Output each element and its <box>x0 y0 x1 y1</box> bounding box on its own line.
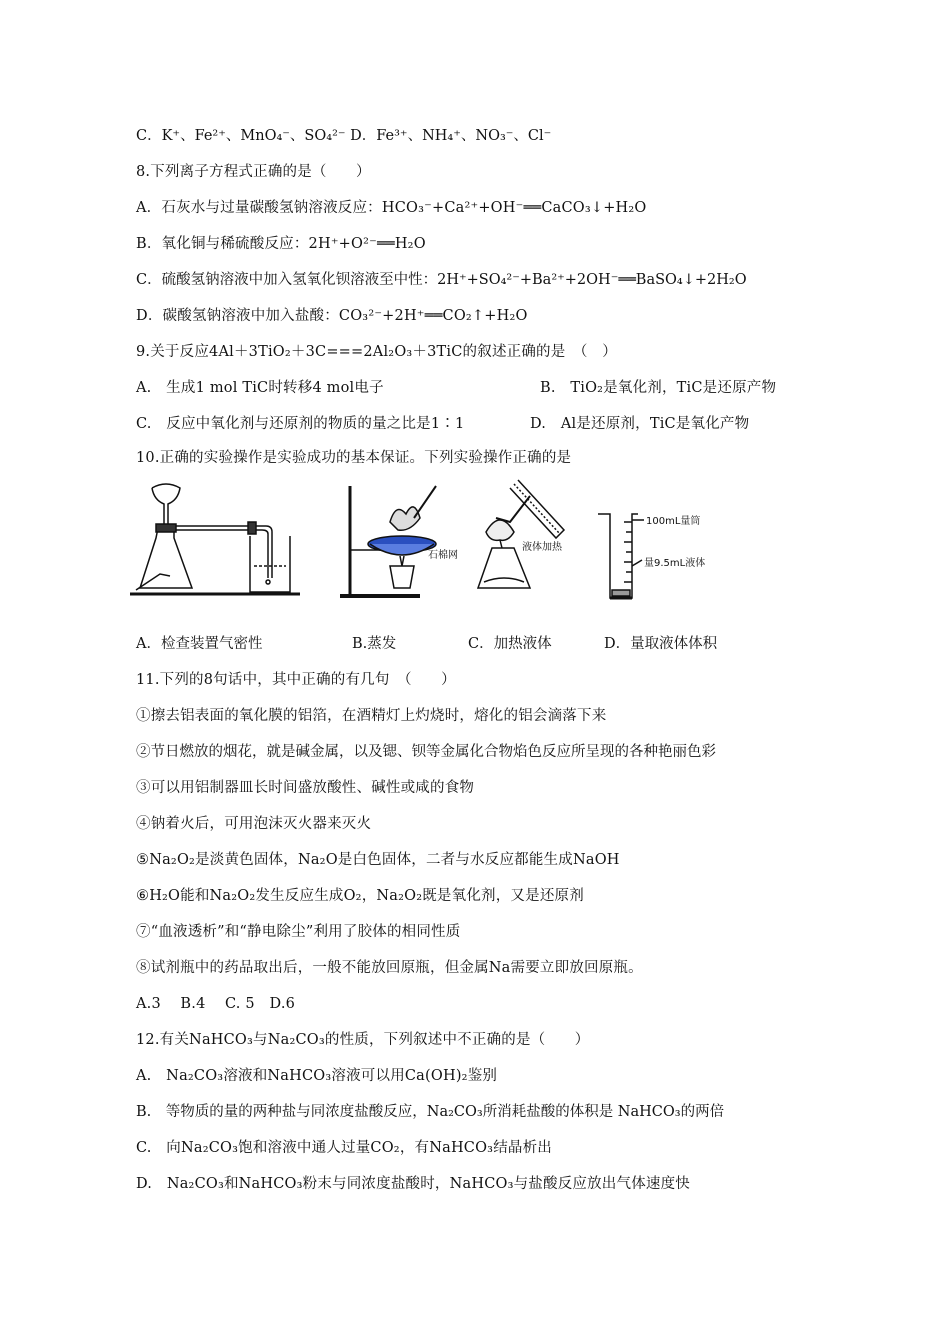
q9-option-a: A. 生成1 mol TiC时转移4 mol电子 <box>136 380 384 396</box>
airtight-check-figure <box>130 478 310 604</box>
q11-statement-3: ③可以用铝制器皿长时间盛放酸性、碱性或咸的食物 <box>136 780 475 796</box>
q11-statement-2: ②节日燃放的烟花，就是碱金属，以及锶、钡等金属化合物焰色反应所呈现的各种艳丽色彩 <box>136 744 716 760</box>
cylinder-label: 100mL量筒 <box>646 516 701 527</box>
q9-option-c: C. 反应中氧化剂与还原剂的物质的量之比是1∶1 <box>136 416 465 432</box>
q12-option-c: C. 向Na₂CO₃饱和溶液中通人过量CO₂，有NaHCO₃结晶析出 <box>136 1140 552 1156</box>
measuring-cylinder-figure <box>592 478 742 604</box>
q8-stem: 8.下列离子方程式正确的是（ ） <box>136 164 371 180</box>
q8-option-b: B．氧化铜与稀硫酸反应：2H⁺+O²⁻══H₂O <box>136 236 426 252</box>
q11-stem: 11.下列的8句话中，其中正确的有几句 （ ） <box>136 672 456 688</box>
q8-option-d: D．碳酸氢钠溶液中加入盐酸：CO₃²⁻+2H⁺══CO₂↑+H₂O <box>136 308 528 324</box>
q10-option-d: D．量取液体体积 <box>604 636 718 652</box>
evaporation-figure <box>340 478 470 604</box>
q10-stem: 10.正确的实验操作是实验成功的基本保证。下列实验操作正确的是 <box>136 450 572 466</box>
q8-option-c: C．硫酸氢钠溶液中加入氢氧化钡溶液至中性：2H⁺+SO₄²⁻+Ba²⁺+2OH⁻══BaSO₄↓+2H₂O <box>136 272 747 288</box>
q11-statement-6: ⑥H₂O能和Na₂O₂发生反应生成O₂，Na₂O₂既是氧化剂，又是还原剂 <box>136 888 584 904</box>
q10-option-b: B.蒸发 <box>352 636 397 652</box>
q11-statement-1: ①擦去铝表面的氧化膜的铝箔，在酒精灯上灼烧时，熔化的铝会滴落下来 <box>136 708 607 724</box>
q10-option-a: A．检查装置气密性 <box>136 636 263 652</box>
q9-option-d: D. Al是还原剂，TiC是氧化产物 <box>530 416 750 432</box>
q11-statement-8: ⑧试剂瓶中的药品取出后，一般不能放回原瓶，但金属Na需要立即放回原瓶。 <box>136 960 643 976</box>
q11-statement-5: ⑤Na₂O₂是淡黄色固体，Na₂O是白色固体，二者与水反应都能生成NaOH <box>136 852 620 868</box>
q12-option-a: A. Na₂CO₃溶液和NaHCO₃溶液可以用Ca(OH)₂鉴别 <box>136 1068 498 1084</box>
q12-option-d: D. Na₂CO₃和NaHCO₃粉末与同浓度盐酸时，NaHCO₃与盐酸反应放出气体速度快 <box>136 1176 690 1192</box>
q10-figures <box>130 478 750 604</box>
q10-option-c: C．加热液体 <box>468 636 552 652</box>
q11-statement-7: ⑦“血液透析”和“静电除尘”利用了胶体的相同性质 <box>136 924 461 940</box>
q11-options: A.3 B.4 C. 5 D.6 <box>136 996 296 1012</box>
q12-option-b: B. 等物质的量的两种盐与同浓度盐酸反应，Na₂CO₃所消耗盐酸的体积是 NaHCO₃的两倍 <box>136 1104 725 1120</box>
q9-stem: 9.关于反应4Al＋3TiO₂＋3C===2Al₂O₃＋3TiC的叙述正确的是 （ ） <box>136 344 617 360</box>
q11-statement-4: ④钠着火后，可用泡沫灭火器来灭火 <box>136 816 372 832</box>
q7-option-c: C．K⁺、Fe²⁺、MnO₄⁻、SO₄²⁻ D．Fe³⁺、NH₄⁺、NO₃⁻、Cl⁻ <box>136 128 552 144</box>
q12-stem: 12.有关NaHCO₃与Na₂CO₃的性质，下列叙述中不正确的是（ ） <box>136 1032 590 1048</box>
measure-label: 量9.5mL液体 <box>644 558 706 569</box>
q8-option-a: A．石灰水与过量碳酸氢钠溶液反应：HCO₃⁻+Ca²⁺+OH⁻══CaCO₃↓+H₂O <box>136 200 647 216</box>
q9-option-b: B. TiO₂是氧化剂，TiC是还原产物 <box>540 380 777 396</box>
heating-label: 液体加热 <box>522 542 562 553</box>
asbestos-label: 石棉网 <box>428 550 458 561</box>
liquid-heating-figure <box>470 478 580 604</box>
